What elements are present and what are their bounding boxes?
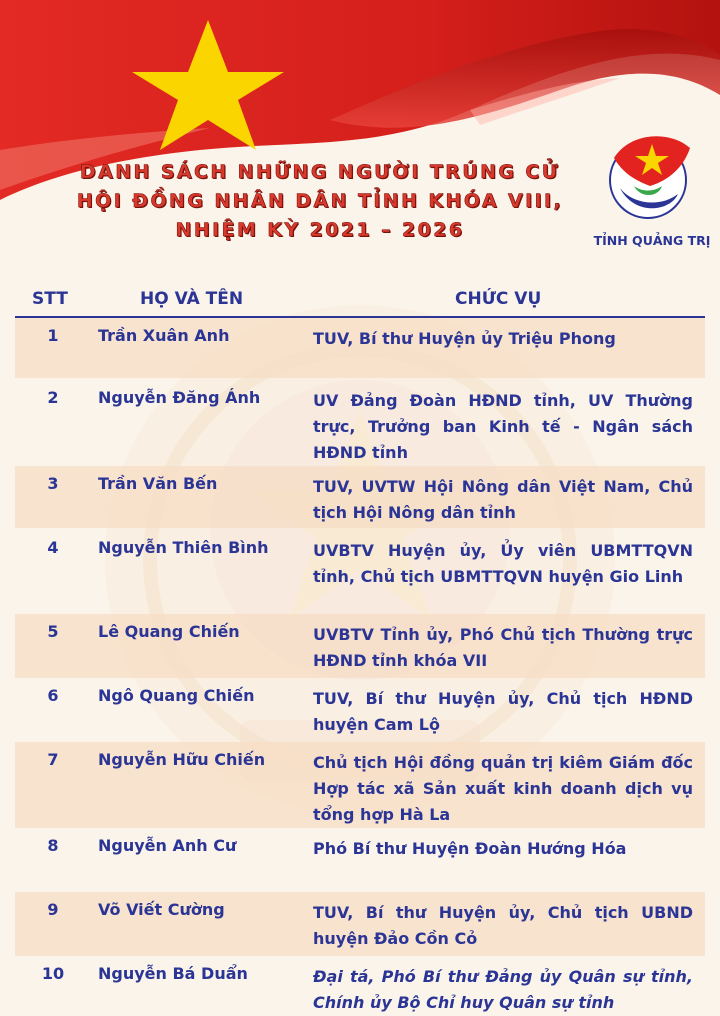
row-role: UVBTV Huyện ủy, Ủy viên UBMTTQVN tỉnh, Chủ tịch UBMTTQVN huyện Gio Linh <box>313 541 693 586</box>
row-name: Nguyễn Đăng Ánh <box>98 388 261 407</box>
row-role: Phó Bí thư Huyện Đoàn Hướng Hóa <box>313 839 627 858</box>
row-name: Trần Văn Bến <box>98 474 218 493</box>
row-role: TUV, Bí thư Huyện ủy, Chủ tịch HĐND huyện Cam Lộ <box>313 689 693 734</box>
document-title <box>30 158 610 245</box>
row-name: Lê Quang Chiến <box>98 622 240 641</box>
row-stt: 2 <box>47 388 59 407</box>
row-role: Chủ tịch Hội đồng quản trị kiêm Giám đốc Hợp tác xã Sản xuất kinh doanh dịch vụ tổng hợp Hà La <box>313 753 693 824</box>
row-stt: 3 <box>47 474 59 493</box>
province-label: TỈNH QUẢNG TRỊ <box>593 233 711 248</box>
row-stt: 5 <box>47 622 59 641</box>
row-stt: 8 <box>47 836 59 855</box>
youth-union-logo <box>600 128 696 228</box>
row-role: UV Đảng Đoàn HĐND tỉnh, UV Thường trực, Trưởng ban Kinh tế - Ngân sách HĐND tỉnh <box>313 391 693 462</box>
table-row <box>15 614 705 678</box>
row-role: Đại tá, Phó Bí thư Đảng ủy Quân sự tỉnh, Chính ủy Bộ Chỉ huy Quân sự tỉnh <box>313 967 693 1012</box>
title-line-3: NHIỆM KỲ 2021 – 2026 <box>175 219 465 241</box>
row-name: Ngô Quang Chiến <box>98 686 255 705</box>
table-row <box>15 380 705 466</box>
table-row <box>15 828 705 892</box>
row-role: TUV, UVTW Hội Nông dân Việt Nam, Chủ tịch Hội Nông dân tỉnh <box>313 477 693 522</box>
row-name: Nguyễn Thiên Bình <box>98 538 269 557</box>
row-stt: 1 <box>47 326 59 345</box>
row-stt: 4 <box>47 538 59 557</box>
column-header-name: HỌ VÀ TÊN <box>140 289 244 309</box>
row-stt: 9 <box>47 900 59 919</box>
row-role: UVBTV Tỉnh ủy, Phó Chủ tịch Thường trực HĐND tỉnh khóa VII <box>313 625 693 670</box>
table-row <box>15 530 705 614</box>
table-row <box>15 318 705 378</box>
row-name: Võ Viết Cường <box>98 900 225 919</box>
table-row <box>15 466 705 528</box>
title-line-1: DANH SÁCH NHỮNG NGƯỜI TRÚNG CỬ <box>79 161 561 183</box>
table-row <box>15 678 705 740</box>
row-role: TUV, Bí thư Huyện ủy Triệu Phong <box>313 329 616 348</box>
row-stt: 6 <box>47 686 59 705</box>
row-role: TUV, Bí thư Huyện ủy, Chủ tịch UBND huyện Đảo Cồn Cỏ <box>313 903 693 948</box>
row-name: Nguyễn Hữu Chiến <box>98 750 266 769</box>
table-header <box>15 283 705 317</box>
row-name: Trần Xuân Anh <box>98 326 230 345</box>
table-row <box>15 956 705 1012</box>
table-row <box>15 892 705 956</box>
row-name: Nguyễn Anh Cư <box>98 836 237 855</box>
column-header-role: CHỨC VỤ <box>455 289 542 309</box>
row-stt: 7 <box>47 750 59 769</box>
title-line-2: HỘI ĐỒNG NHÂN DÂN TỈNH KHÓA VIII, <box>76 190 564 212</box>
table-row <box>15 742 705 828</box>
row-stt: 10 <box>41 964 65 983</box>
column-header-stt: STT <box>32 289 68 309</box>
row-name: Nguyễn Bá Duẩn <box>98 964 248 983</box>
